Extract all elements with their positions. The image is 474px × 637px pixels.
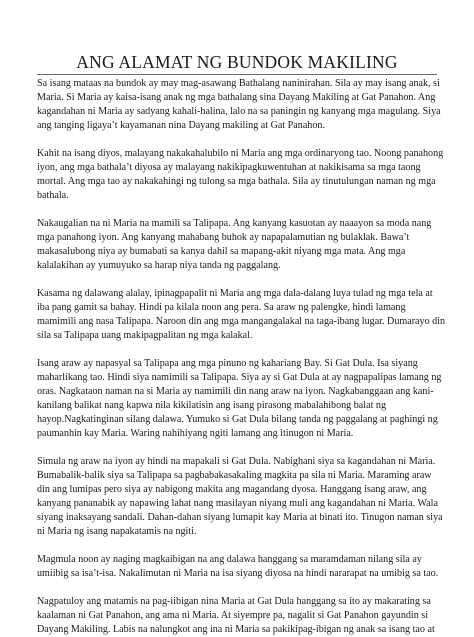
paragraph-line: Isang araw ay napasyal sa Talipapa ang mga pinuno ng kahariang Bay. Si Gat Dula. Isa siyang bbox=[37, 358, 418, 369]
paragraph-line: siyang inaksayang sandali. Dahan-dahan siyang lumapit kay Maria at binati ito. Tinugon naman siya bbox=[37, 512, 443, 523]
paragraph-line: din ang lumipas pero siya ay nabigong makita ang magandang dyosa. Hanggang isang araw, ang bbox=[37, 484, 427, 495]
paragraph-line: iyon, ang mga bathala’t diyosa ay malayang nakikipagkuwentuhan at nakikisama sa mga taong bbox=[37, 162, 421, 173]
paragraph-line: ang tanging ligaya’t kayamanan nina Dayang makiling at Gat Panahon. bbox=[37, 120, 325, 131]
document-title: ANG ALAMAT NG BUNDOK MAKILING bbox=[37, 52, 437, 75]
body-paragraph bbox=[37, 77, 441, 133]
paragraph-line: kanyang pananabik ay napawing lahat nang masilayan niyang muli ang kagandahan ni Maria. Wala bbox=[37, 498, 438, 509]
paragraph-line: Sa isang mataas na bundok ay may mag-asawang Bathalang naninirahan. Sila ay may isang anak, si bbox=[37, 78, 440, 89]
paragraph-line: Bumabalik-balik siya sa Talipapa sa pagbabakasakaling magkita pa sila ni Maria. Maraming araw bbox=[37, 470, 432, 481]
paragraph-line: iba pang gamit sa bahay. Hindi pa kilala noon ang pera. Sa araw ng palengke, hindi lamang bbox=[37, 302, 406, 313]
paragraph-gap bbox=[37, 133, 437, 147]
paragraph-line: Maria. Si Maria ay kaisa-isang anak ng mga bathalang sina Dayang Makiling at Gat Panahon. Ang bbox=[37, 92, 436, 103]
paragraph-line: kalalakihan ay yumuyuko sa harap niya tanda ng paggalang. bbox=[37, 260, 281, 271]
paragraph-line: paumanhin kay Maria. Waring nahihiyang ngiti lamang ang itinugon ni Maria. bbox=[37, 428, 354, 439]
paragraph-line: Dayang Makiling. Labis na nalungkot ang ina ni Maria sa pakikipag-ibigan ng anak sa isang tao at bbox=[37, 624, 435, 635]
paragraph-line: sila sa Talipapa uang makipagpalitan ng mga kalakal. bbox=[37, 330, 253, 341]
paragraph-line: umiibig sa isa’t-isa. Nakalimutan ni Maria na isa siyang diyosa na hindi nararapat na umibig sa tao. bbox=[37, 568, 439, 579]
body-paragraph bbox=[37, 147, 444, 203]
body-paragraph bbox=[37, 287, 446, 343]
paragraph-line: Magmula noon ay naging magkaibigan na ang dalawa hanggang sa maramdaman nilang sila ay bbox=[37, 554, 422, 565]
paragraph-line: Simula ng araw na iyon ay hindi na mapakali si Gat Dula. Nabighani siya sa kagandahan ni Maria. bbox=[37, 456, 436, 467]
body-paragraph bbox=[37, 455, 443, 539]
paragraph-gap bbox=[37, 581, 437, 595]
paragraph-line: bathala. bbox=[37, 190, 69, 201]
paragraph-line: maharlikang tao. Hindi siya namimili sa Talipapa. Siya ay si Gat Dula at ay nagpapalipas lamang ng bbox=[37, 372, 442, 383]
paragraph-line: hayop.Nagkatinginan silang dalawa. Yumuko si Gat Dula bilang tanda ng paggalang at paghingi ng bbox=[37, 414, 438, 425]
document-body bbox=[37, 77, 446, 637]
paragraph-line: mamimili ang nasa Talipapa. Naroon din ang mga mangangalakal na taga-ibang lugar. Dumarayo din bbox=[37, 316, 446, 327]
paragraph-line: makasalubong niya ay bumabati sa kanya dahil sa mapang-akit niyang mga mata. Ang mga bbox=[37, 246, 406, 257]
body-paragraph bbox=[37, 553, 437, 581]
paragraph-line: Nakaugalian na ni Maria na mamili sa Talipapa. Ang kanyang kasuotan ay naaayon sa moda nang bbox=[37, 218, 432, 229]
paragraph-line: kagandahan ni Maria ay sadyang kahali-halina, lalo na sa paningin ng kanyang mga magulang. Siya bbox=[37, 106, 441, 117]
body-paragraph bbox=[37, 217, 437, 273]
paragraph-gap bbox=[37, 539, 437, 553]
paragraph-line: oras. Nagkataon naman na si Maria ay namimili din nang araw na iyon. Nagkabanggaan ang kani- bbox=[37, 386, 434, 397]
paragraph-line: kanilang balikat nang kapwa nila kikilatisin ang isang pirasong mabalahibong balat ng bbox=[37, 400, 386, 411]
paragraph-line: Kasama ng dalawang alalay, ipinagpapalit ni Maria ang mga dala-dalang luya tulad ng mga tela at bbox=[37, 288, 433, 299]
paragraph-gap bbox=[37, 273, 437, 287]
body-paragraph bbox=[37, 357, 442, 441]
paragraph-gap bbox=[37, 203, 437, 217]
paragraph-line: Kahit na isang diyos, malayang nakakahalubilo ni Maria ang mga ordinaryong tao. Noong panahong bbox=[37, 148, 444, 159]
paragraph-gap bbox=[37, 441, 437, 455]
paragraph-line: ni Maria ng isang napakatamis na ngiti. bbox=[37, 526, 197, 537]
paragraph-line: Nagpatuloy ang matamis na pag-iibigan nina Maria at Gat Dula hanggang sa ito ay makarating sa bbox=[37, 596, 431, 607]
body-paragraph bbox=[37, 595, 437, 637]
paragraph-line: mortal. Ang mga tao ay nakakahingi ng tulong sa mga bathala. Sila ay tinutulungan naman ng mga bbox=[37, 176, 436, 187]
paragraph-gap bbox=[37, 343, 437, 357]
paragraph-line: mga panahong iyon. Ang kanyang mahabang buhok ay napapalamutian ng bulaklak. Bawa’t bbox=[37, 232, 410, 243]
paragraph-line: kaalaman ni Gat Panahon, ang ama ni Maria. At siyempre pa, nagalit si Gat Panahon gayundin si bbox=[37, 610, 429, 621]
